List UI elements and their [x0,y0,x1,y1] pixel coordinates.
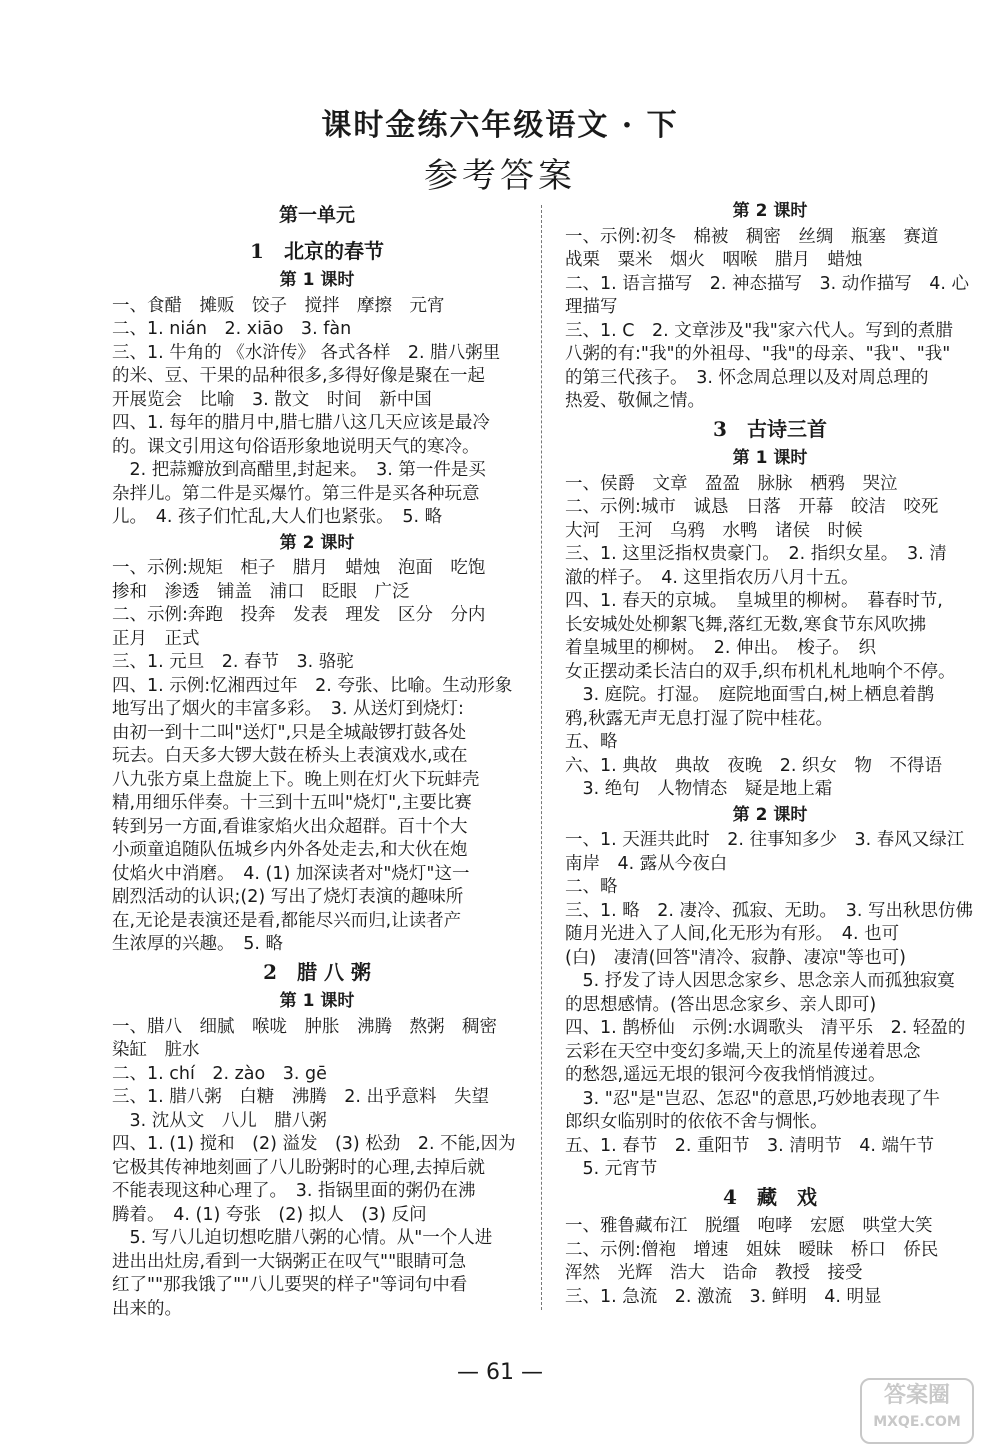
unit-heading: 第一单元 [278,204,355,226]
answer-line: 八粥的有:"我"的外祖母、"我"的母亲、"我"、"我" [565,344,951,364]
answer-line: 四、1. 鹊桥仙 示例:水调歌头 清平乐 2. 轻盈的 [565,1018,966,1038]
answer-key-heading: 参考答案 [424,156,576,196]
answer-line: 在,无论是表演还是看,都能尽兴而归,让读者产 [112,910,462,931]
answer-line: 二、略 [565,877,618,897]
answer-line: 南岸 4. 露从今夜白 [565,853,728,874]
answer-line: 仗焰火中消磨。 4. (1) 加深读者对"烧灯"这一 [112,863,470,884]
answer-line: 二、1. chí 2. zào 3. gē [112,1063,327,1084]
answer-line: 腾着。 4. (1) 夸张 (2) 拟人 (3) 反问 [112,1204,427,1225]
answer-line: 不能表现这种心理了。 3. 指锅里面的粥仍在沸 [112,1181,476,1201]
answer-line: 澈的样子。 4. 这里指农历八月十五。 [565,567,859,588]
answer-line: 二、示例:僧袍 增速 姐妹 暧昧 桥口 侨民 [565,1239,939,1260]
answer-line: 剧烈活动的认识;(2) 写出了烧灯表演的趣味所 [112,887,464,907]
answer-line: 三、1. 略 2. 凄冷、孤寂、无助。 3. 写出秋思仿佛 [565,900,974,921]
lesson-heading: 3 古诗三首 [713,416,827,441]
period-heading: 第 2 课时 [279,532,355,553]
watermark-bottom-text: MXQE.COM [873,1414,961,1430]
answer-line: 战栗 粟米 烟火 咽喉 腊月 蜡烛 [565,250,863,270]
answer-line: 六、1. 典故 典故 夜晚 2. 织女 物 不得语 [565,755,943,776]
answer-line: 一、1. 天涯共此时 2. 往事知多少 3. 春风又绿江 [565,830,965,850]
right-column [565,198,975,1309]
answer-line: 小顽童追随队伍城乡内外各处走去,和大伙在炮 [112,840,468,860]
answer-line: 的。课文引用这句俗语形象地说明天气的寒冷。 [112,436,480,457]
answer-line: 由初一到十二叫"送灯",只是全城敲锣打鼓各处 [112,722,467,743]
answer-line: 浑然 光辉 浩大 诰命 教授 接受 [565,1263,863,1283]
answer-line: 儿。 4. 孩子们忙乱,大人们也紧张。 5. 略 [112,507,443,527]
answer-line: 的米、豆、干果的品种很多,多得好像是聚在一起 [112,366,486,386]
answer-line: 八九张方桌上盘旋上下。晚上则在灯火下玩蚌壳 [112,769,480,790]
answer-line: 着皇城里的柳树。 2. 伸出。 梭子。 织 [565,638,877,658]
period-heading: 第 2 课时 [732,804,808,825]
answer-line: 5. 元宵节 [565,1159,658,1179]
answer-line: 理描写 [565,297,618,317]
answer-line: 一、雅鲁藏布江 脱缰 咆哮 宏愿 哄堂大笑 [565,1216,933,1236]
answer-line: 三、1. 这里泛指权贵豪门。 2. 指织女星。 3. 清 [565,544,947,564]
page-number: — 61 — [457,1360,543,1385]
answer-line: 它极其传神地刻画了八儿盼粥时的心理,去掉后就 [112,1157,486,1178]
answer-line: 出来的。 [112,1298,182,1319]
answer-line: 红了""那我饿了""八儿要哭的样子"等词句中看 [112,1275,468,1295]
answer-line: 染缸 脏水 [112,1040,200,1060]
answer-line: 二、1. nián 2. xiāo 3. fàn [112,319,352,339]
answer-line: 的思想感情。(答出思念家乡、亲人即可) [565,994,877,1015]
answer-line: 长安城处处柳絮飞舞,落红无数,寒食节东风吹拂 [565,614,927,635]
watermark-logo [860,1378,974,1444]
answer-line: 三、1. 急流 2. 激流 3. 鲜明 4. 明显 [565,1286,882,1307]
answer-line: 三、1. C 2. 文章涉及"我"家六代人。写到的煮腊 [565,320,953,341]
answer-line: 随月光进入了人间,化无形为有形。 4. 也可 [565,924,900,944]
period-heading: 第 1 课时 [732,448,808,468]
answer-line: 精,用细乐伴奏。十三到十五叫"烧灯",主要比赛 [112,793,472,813]
answer-line: 一、腊八 细腻 喉咙 肿胀 沸腾 熬粥 稠密 [112,1016,497,1037]
answer-line: 进出出灶房,看到一大锅粥正在叹气""眼睛可急 [112,1251,467,1272]
answer-line: 四、1. 示例:忆湘西过年 2. 夸张、比喻。生动形象 [112,675,513,696]
answer-line: 五、略 [565,732,618,752]
answer-line: 三、1. 牛角的 《水浒传》 各式各样 2. 腊八粥里 [112,342,501,363]
answer-line: 四、1. (1) 搅和 (2) 溢发 (3) 松劲 2. 不能,因为 [112,1134,516,1154]
answer-line: 3. "忍"是"岂忍、怎忍"的意思,巧妙地表现了牛 [565,1088,941,1109]
answer-line: 2. 把蒜瓣放到高醋里,封起来。 3. 第一件是买 [112,460,486,480]
answer-line: 一、食醋 摊贩 饺子 搅拌 摩擦 元宵 [112,295,445,316]
answer-line: 热爱、敬佩之情。 [565,391,705,411]
answer-line: 转到另一方面,看谁家焰火出众超群。百十个大 [112,816,468,837]
answer-line: 的愁怨,遥远无垠的银河今夜我悄悄渡过。 [565,1065,886,1085]
answer-line: 大河 王河 乌鸦 水鸭 诸侯 时候 [565,520,863,541]
period-heading: 第 2 课时 [732,201,808,221]
answer-line: 正月 正式 [112,628,200,649]
answer-line: 鸦,秋露无声无息打湿了院中桂花。 [565,708,834,729]
answer-line: 二、示例:城市 诚恳 日落 开幕 皎洁 咬死 [565,497,939,517]
answer-line: 三、1. 腊八粥 白糖 沸腾 2. 出乎意料 失望 [112,1087,490,1107]
answer-line: 地写出了烟火的丰富多彩。 3. 从送灯到烧灯: [112,699,464,719]
answer-line: 玩去。白天多大锣大鼓在桥头上表演戏水,或在 [112,746,468,766]
answer-line: 郎织女临别时的依依不舍与惆怅。 [565,1112,828,1132]
lesson-heading: 4 藏 戏 [723,1184,817,1209]
answer-line: 5. 抒发了诗人因思念家乡、思念亲人而孤独寂寞 [565,971,955,991]
left-column [112,198,522,1321]
lesson-heading: 2 腊 八 粥 [263,959,371,984]
answer-line: 3. 庭院。打湿。 庭院地面雪白,树上栖息着鹊 [565,685,935,705]
book-title: 课时金练六年级语文 · 下 [321,108,679,143]
answer-line: 5. 写八儿迫切想吃腊八粥的心情。从"一个人进 [112,1228,493,1248]
lesson-heading: 1 北京的春节 [250,238,384,263]
answer-line: 二、示例:奔跑 投奔 发表 理发 区分 分内 [112,605,486,625]
answer-line: 的第三代孩子。 3. 怀念周总理以及对周总理的 [565,367,929,388]
answer-line: 五、1. 春节 2. 重阳节 3. 清明节 4. 端午节 [565,1135,935,1156]
answer-line: 3. 绝句 人物情态 疑是地上霜 [565,779,833,799]
answer-line: 掺和 渗透 铺盖 浦口 眨眼 广泛 [112,581,410,602]
answer-line: 三、1. 元旦 2. 春节 3. 骆驼 [112,652,354,672]
answer-line: 四、1. 每年的腊月中,腊七腊八这几天应该是最冷 [112,413,490,433]
answer-line: 云彩在天空中变幻多端,天上的流星传递着思念 [565,1041,921,1062]
answer-line: 开展览会 比喻 3. 散文 时间 新中国 [112,389,432,410]
answer-line: 一、示例:初冬 棉被 稠密 丝绸 瓶塞 赛道 [565,226,939,247]
answer-line: (白) 凄清(回答"清冷、寂静、凄凉"等也可) [565,947,906,968]
answer-line: 一、示例:规矩 柜子 腊月 蜡烛 泡面 吃饱 [112,558,486,578]
answer-line: 一、侯爵 文章 盈盈 脉脉 栖鸦 哭泣 [565,473,898,494]
watermark-top-text: 答案圈 [883,1383,950,1408]
answer-line: 二、1. 语言描写 2. 神态描写 3. 动作描写 4. 心 [565,273,970,294]
period-heading: 第 1 课时 [279,991,355,1011]
answer-line: 生浓厚的兴趣。 5. 略 [112,934,284,954]
answer-line: 女正摆动柔长洁白的双手,织布机札札地响个不停。 [565,661,956,682]
answer-line: 四、1. 春天的京城。 皇城里的柳树。 暮春时节, [565,591,943,611]
period-heading: 第 1 课时 [279,270,355,290]
answer-line: 3. 沈从文 八儿 腊八粥 [112,1110,327,1131]
column-divider [541,205,542,1310]
answer-line: 杂拌儿。第二件是买爆竹。第三件是买各种玩意 [112,483,480,504]
